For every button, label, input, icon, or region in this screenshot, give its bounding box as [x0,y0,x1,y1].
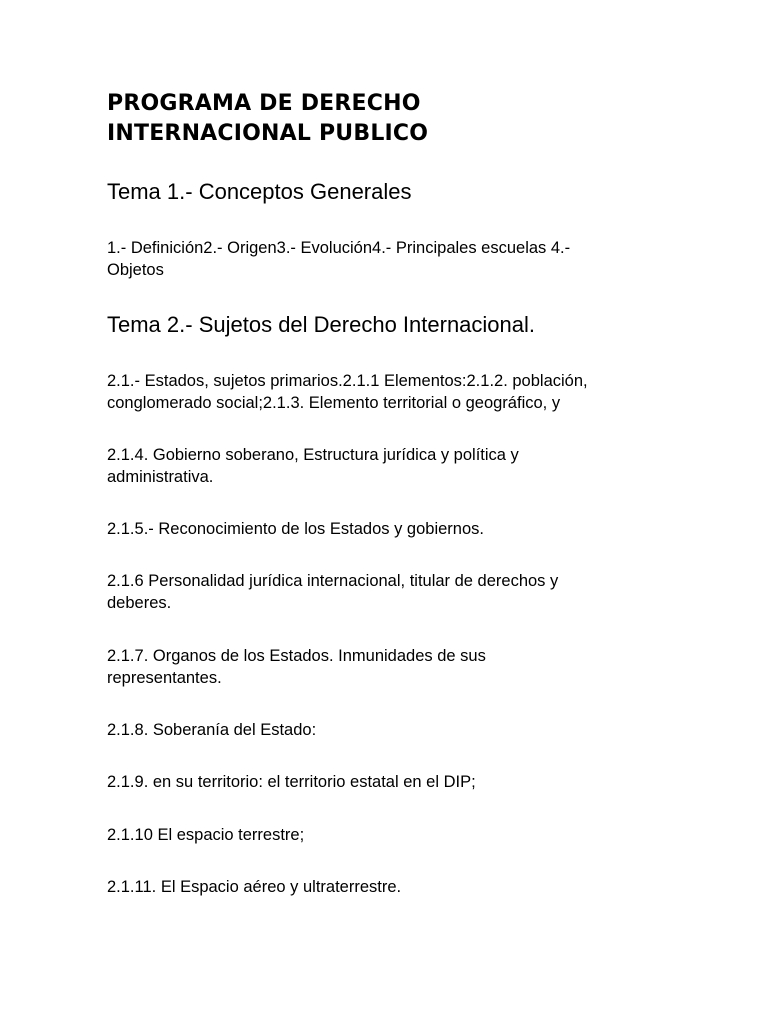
tema2-heading: Tema 2.- Sujetos del Derecho Internacional. [107,312,536,337]
paragraph-2-1-6 [107,570,667,614]
paragraph-2-1-5 [107,518,667,540]
paragraph-line: 2.1.7. Organos de los Estados. Inmunidades de sus [107,647,486,665]
paragraph-line: 2.1.6 Personalidad jurídica internacional, titular de derechos y [107,572,559,590]
paragraph-line: 2.1.11. El Espacio aéreo y ultraterrestre. [107,878,402,896]
paragraph-line: 2.1.8. Soberanía del Estado: [107,721,317,739]
paragraph-2-1-9 [107,771,667,793]
paragraph-2-1-7 [107,645,667,689]
document-title [107,89,727,149]
tema1-heading: Tema 1.- Conceptos Generales [107,179,412,204]
title-line: PROGRAMA DE DERECHO [107,91,421,116]
paragraph-line: 2.1.5.- Reconocimiento de los Estados y gobiernos. [107,520,484,538]
paragraph-2-1-11 [107,876,667,898]
paragraph-2-1 [107,370,667,414]
tema1-items [107,237,667,281]
paragraph-2-1-10 [107,824,667,846]
paragraph-line: 2.1.9. en su territorio: el territorio estatal en el DIP; [107,773,476,791]
paragraph-2-1-4 [107,444,667,488]
paragraph-2-1-8 [107,719,667,741]
paragraph-line: conglomerado social;2.1.3. Elemento territorial o geográfico, y [107,394,561,412]
title-line: INTERNACIONAL PUBLICO [107,121,429,146]
paragraph-line: 2.1.- Estados, sujetos primarios.2.1.1 Elementos:2.1.2. población, [107,372,588,390]
paragraph-line: 2.1.4. Gobierno soberano, Estructura jurídica y política y [107,446,519,464]
paragraph-line: 1.- Definición2.- Origen3.- Evolución4.- Principales escuelas 4.- [107,239,571,257]
paragraph-line: representantes. [107,669,222,687]
paragraph-line: Objetos [107,261,164,279]
paragraph-line: 2.1.10 El espacio terrestre; [107,826,305,844]
paragraph-line: deberes. [107,594,172,612]
paragraph-line: administrativa. [107,468,214,486]
